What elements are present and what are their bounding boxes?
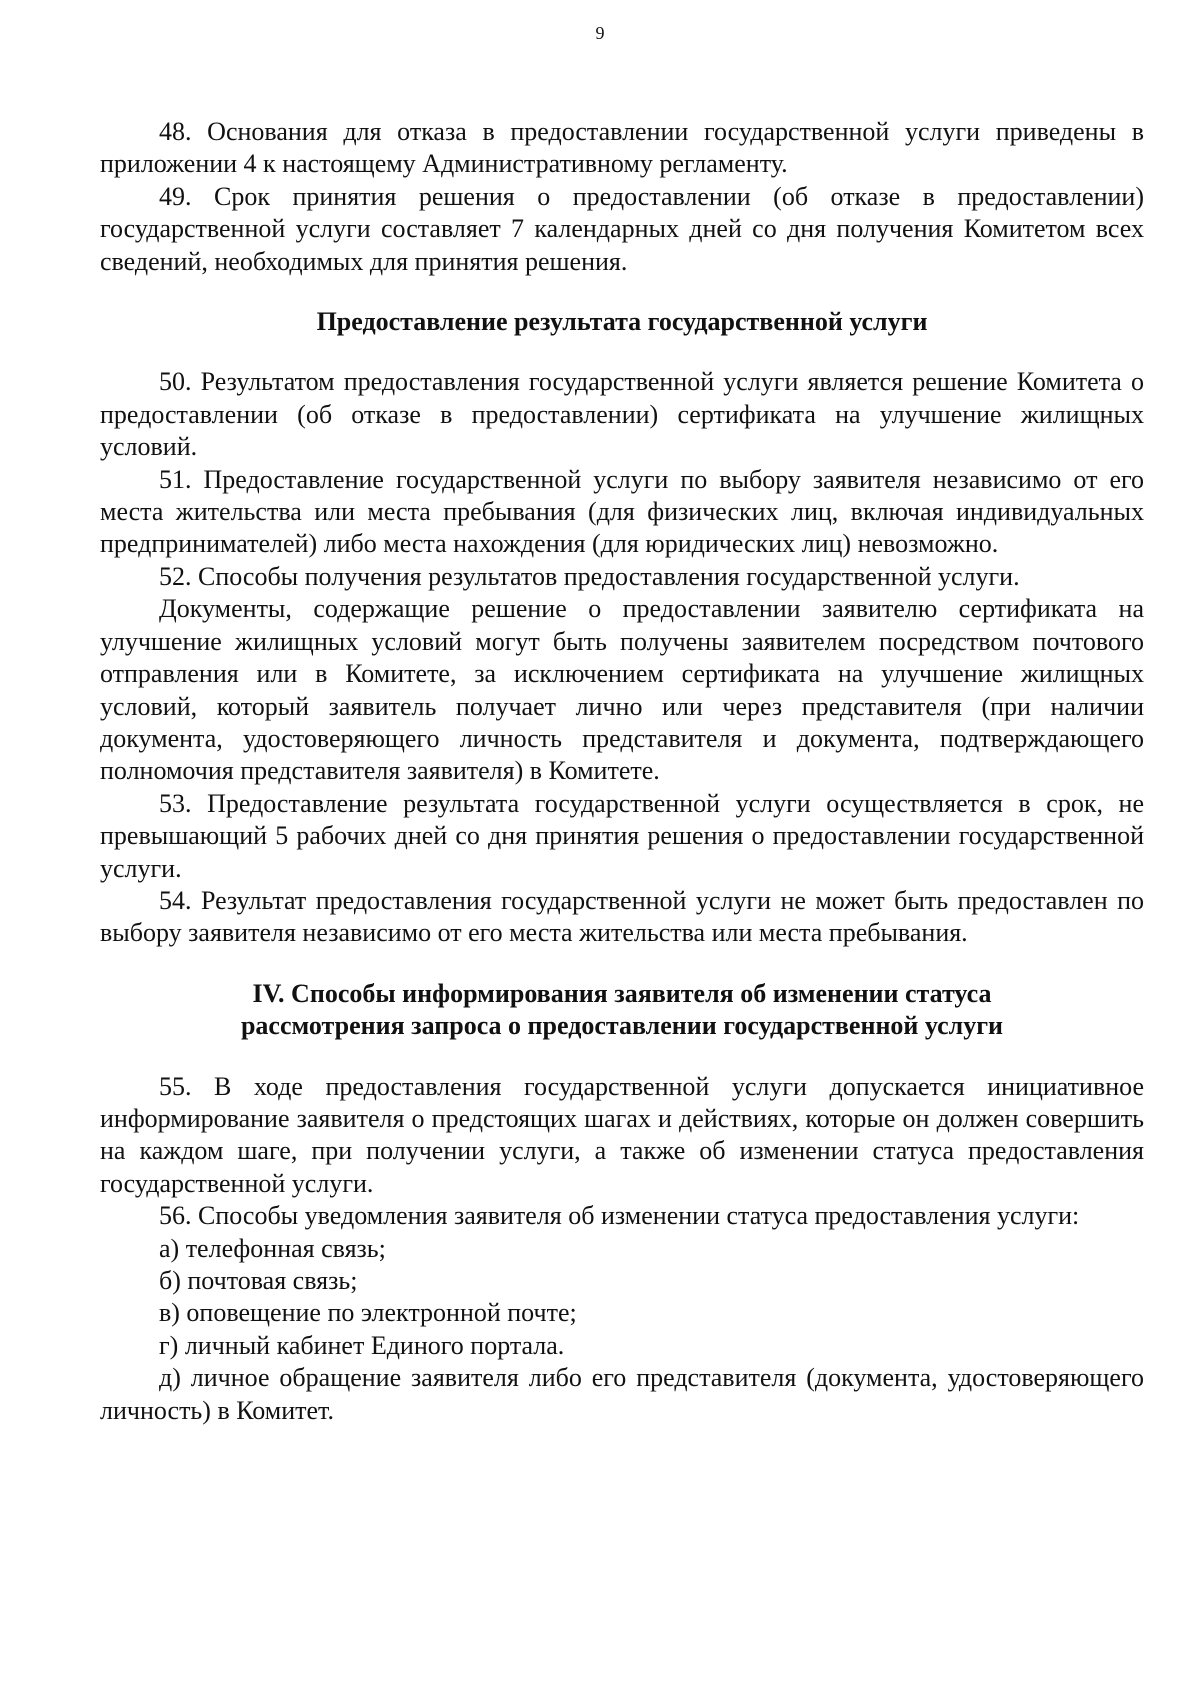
document-body — [100, 116, 1144, 1427]
paragraph-53: 53. Предоставление результата государственной услуги осуществляется в срок, не превышающий 5 рабочих дней со дня принятия решения о предоставлении государственной услуги. — [100, 788, 1144, 883]
list-item-b: б) почтовая связь; — [159, 1266, 358, 1295]
page-number: 9 — [595, 23, 605, 43]
paragraph-50: 50. Результатом предоставления государственной услуги является решение Комитета о предоставлении (об отказе в предоставлении) сертификата на улучшение жилищных условий. — [100, 367, 1144, 462]
section-heading-iv — [100, 978, 1144, 1043]
paragraph-56: 56. Способы уведомления заявителя об изменении статуса предоставления услуги: — [159, 1201, 1080, 1231]
paragraph-52: 52. Способы получения результатов предоставления государственной услуги. — [159, 561, 1020, 591]
paragraph-52-documents: Документы, содержащие решение о предоставлении заявителю сертификата на улучшение жилищных условий могут быть получены заявителем посредством почтового отправления или в Комитете, за исключением сертификата на улучшение жилищных условий, который заявитель получает лично или через представителя (при наличии документа, удостоверяющего личность представителя и документа, подтверждающего полномочия представителя заявителя) в Комитете. — [100, 594, 1144, 786]
paragraph-49: 49. Срок принятия решения о предоставлении (об отказе в предоставлении) государственной услуги составляет 7 календарных дней со дня получения Комитетом всех сведений, необходимых для принятия решения. — [100, 181, 1144, 276]
paragraph-55: 55. В ходе предоставления государственной услуги допускается инициативное информирование заявителя о предстоящих шагах и действиях, которые он должен совершить на каждом шаге, при получении услуги, а также об изменении статуса предоставления государственной услуги. — [100, 1071, 1144, 1198]
section-heading-iv-line1: IV. Способы информирования заявителя об изменении статуса — [252, 978, 992, 1008]
paragraph-51: 51. Предоставление государственной услуги по выбору заявителя независимо от его места жительства или места пребывания (для физических лиц, включая индивидуальных предпринимателей) либо места нахождения (для юридических лиц) невозможно. — [100, 464, 1144, 559]
list-item-v: в) оповещение по электронной почте; — [159, 1298, 577, 1328]
paragraph-54: 54. Результат предоставления государственной услуги не может быть предоставлен по выбору заявителя независимо от его места жительства или места пребывания. — [100, 885, 1144, 948]
list-item-g: г) личный кабинет Единого портала. — [159, 1330, 565, 1360]
list-item-a: а) телефонная связь; — [159, 1233, 386, 1263]
section-heading-result: Предоставление результата государственной услуги — [316, 307, 928, 337]
paragraph-48: 48. Основания для отказа в предоставлении государственной услуги приведены в приложении 4 к настоящему Административному регламенту. — [100, 117, 1144, 179]
section-heading-iv-line2: рассмотрения запроса о предоставлении государственной услуги — [240, 1011, 1004, 1041]
list-item-d: д) личное обращение заявителя либо его представителя (документа, удостоверяющего личность) в Комитет. — [100, 1363, 1144, 1425]
